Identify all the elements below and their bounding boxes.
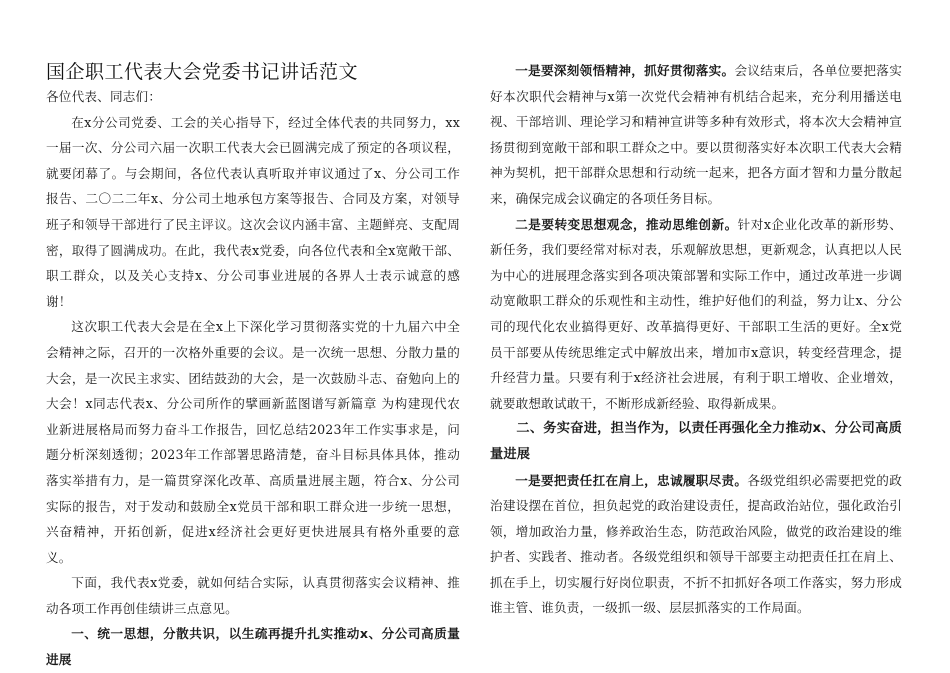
paragraph-1: 在x分公司党委、工会的关心指导下，经过全体代表的共同努力，xx一届一次、分公司六届一次职工代表大会已圆满完成了预定的各项议程，就要闭幕了。与会期间，各位代表认真听取并审议通过了x、分公司工作报告、二〇二二年x、分公司土地承包方案等报告、合同及方案，对领导班子和领导干部进行了民主评议。这次会议内涵丰富、主题鲜亮、支配周密，取得了圆满成功。在此，我代表x党委，向各位代表和全x宽敞干部、职工群众，以及关心支持x、分公司事业进展的各界人士表示诚意的感谢！	[46, 114, 460, 309]
left-column	[46, 84, 460, 673]
subsection-2	[490, 212, 902, 417]
subsection-2-lead: 二是要转变思想观念，推动思维创新。	[515, 216, 738, 232]
right-column	[490, 58, 902, 621]
subsection-3-lead: 一是要把责任扛在肩上，忠诚履职尽责。	[515, 472, 748, 488]
subsection-1	[490, 58, 902, 212]
subsection-1-lead: 一是要深刻领悟精神，抓好贯彻落实。	[515, 63, 735, 78]
subsection-2-text: 针对x企业化改革的新形势、新任务，我们要经常对标对表，乐观解放思想，更新观念，认真把以人民为中心的进展理念落实到各项决策部署和实际工作中，通过改革进一步调动宽敞职工群众的乐观性和主动性，维护好他们的利益，努力让x、分公司的现代化农业搞得更好、改革搞得更好、干部职工生活的更好。全x党员干部要从传统思维定式中解放出来，增加市x意识，转变经营理念，提升经营力量。只要有利于x经济社会进展，有利于职工增收、企业增效，就要敢想敢试敢干，不断形成新经验、取得新成果。	[490, 216, 902, 411]
paragraph-2: 这次职工代表大会是在全x上下深化学习贯彻落实党的十九届六中全会精神之际，召开的一次格外重要的会议。是一次统一思想、分散力量的大会，是一次民主求实、团结鼓劲的大会，是一次鼓励斗志、奋勉向上的大会！x同志代表x、分公司所作的擘画新蓝图谱写新篇章 为构建现代农业新进展格局而努力奋斗工作报告，回忆总结2023年工作实事求是，问题分析深刻透彻；2023年工作部署思路清楚，奋斗目标具体具体，推动落实举措有力，是一篇贯穿深化改革、高质量进展主题，符合x、分公司实际的报告，对于发动和鼓励全x党员干部和职工群众进一步统一思想，兴奋精神，开拓创新，促进x经济社会更好更快进展具有格外重要的意义。	[46, 319, 460, 565]
paragraph-3: 下面，我代表x党委，就如何结合实际，认真贯彻落实会议精神、推动各项工作再创佳绩讲三点意见。	[46, 575, 460, 616]
document-title: 国企职工代表大会党委书记讲话范文	[46, 61, 359, 83]
subsection-3-text: 各级党组织必需要把党的政治建设摆在首位，担负起党的政治建设责任，提高政治站位，强化政治引领，增加政治力量，修养政治生态，防范政治风险，做党的政治建设的维护者、实践者、推动者。各级党组织和领导干部要主动把责任扛在肩上、抓在手上，切实履行好岗位职责，不折不扣抓好各项工作落实，努力形成谁主管、谁负责，一级抓一级、层层抓落实的工作局面。	[490, 472, 902, 616]
subsection-3	[490, 468, 902, 622]
section-heading-2: 二、务实奋进，担当作为，以责任再强化全力推动x、分公司高质量进展	[490, 421, 902, 462]
salutation: 各位代表、同志们：	[46, 89, 162, 104]
subsection-1-text: 会议结束后，各单位要把落实好本次职代会精神与x第一次党代会精神有机结合起来，充分利用播送电视、干部培训、理论学习和精神宣讲等多种有效形式，将本次大会精神宣扬贯彻到宽敞干部和职工群众之中。要以贯彻落实好本次职工代表大会精神为契机，把干部群众思想和行动统一起来，把各方面才智和力量分散起来，确保完成会议确定的各项任务目标。	[490, 63, 902, 206]
section-heading-1: 一、统一思想，分散共识，以生疏再提升扎实推动x、分公司高质量进展	[46, 626, 460, 668]
